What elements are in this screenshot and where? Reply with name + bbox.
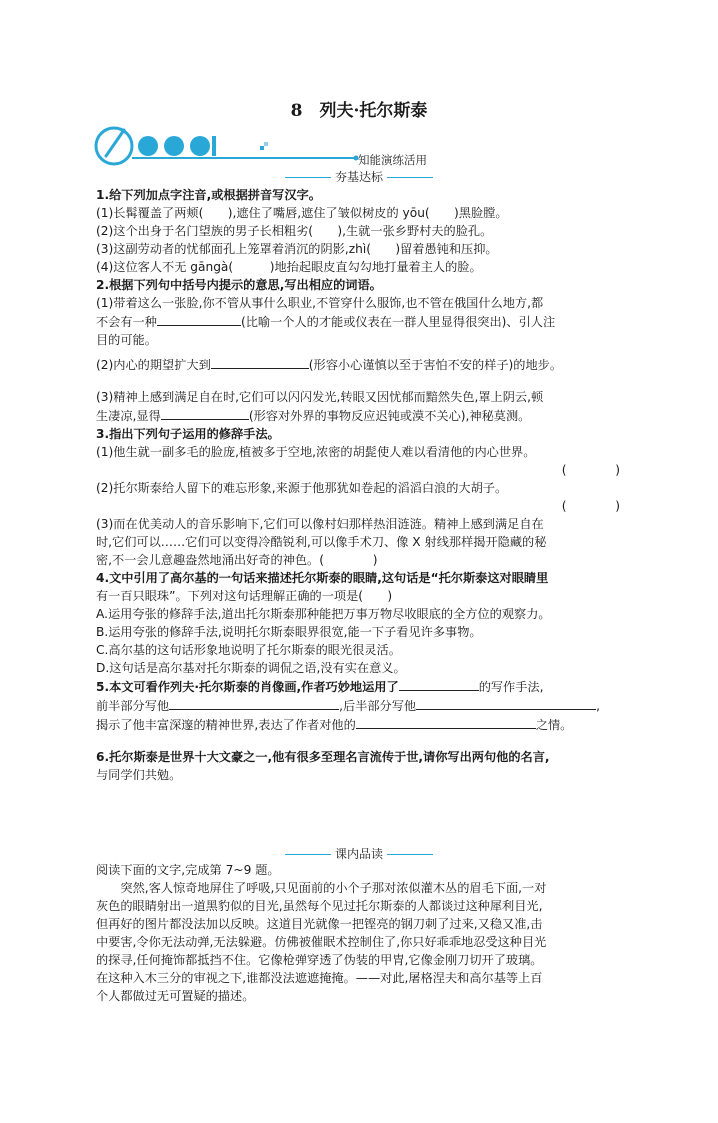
q1-item: (4)这位客人不无 gāngà( )地抬起眼皮直勾勾地打量着主人的脸。: [96, 260, 482, 274]
divider-bar: [212, 136, 216, 156]
answer-blank[interactable]: [157, 312, 241, 326]
reading-line: 突然,客人惊奇地屏住了呼吸,只见面前的小个子那对浓似灌木丛的眉毛下面,一对: [120, 881, 547, 895]
answer-blank[interactable]: [399, 677, 479, 691]
reading-line: 中要害,令你无法动弹,无法躲避。仿佛被催眠术控制住了,你只好乖乖地忍受这种目光: [96, 935, 547, 949]
q4-option[interactable]: B.运用夸张的修辞手法,说明托尔斯泰眼界很宽,能一下子看见许多事物。: [96, 625, 482, 639]
q5-line: 前半部分写他 ,后半部分写他 ,: [96, 696, 628, 715]
section-title-reading: 课内品读: [0, 845, 718, 862]
reading-line: 灰色的眼睛射出一道黑豹似的目光,虽然每个见过托尔斯泰的人都谈过这种犀利目光,: [96, 899, 543, 913]
reading-block: [96, 861, 628, 1005]
questions-block: 1.给下列加点字注音,或根据拼音写汉字。 (1)长髯覆盖了两颊( ),遮住了嘴唇,遮住了皱似树皮的 yōu( )黑脸膛。 (2)这个出身于名门望族的男子长相粗劣( ),生就一张乡野村夫的脸孔。 (3)这副劳动者的忧郁面孔上笼罩着消沉的阴影,zhì( )留着愚钝和压抑。 (4)这位客人不无 gāngà( )地抬起眼皮直勾勾地打量着主人的脸。 2.根据下列句中括号内提示的意思,写出相应的词语。 (1)带着这么一张脸,你不管从事什么职业,不管穿什么服饰,也不管在俄国什么地方,都 不会有一种 (比喻一个人的才能或仪表在一群人里显得很突出)、引人注 目的可能。 (2)内心的期望扩大到 (形容小心谨慎以至于害怕不安的样子)的地步。 (3)精神上感到满足自在时,它们可以闪闪发光,转眼又因忧郁而黯然失色,罩上阴云,顿 生凄凉,显得 (形容对外界的事物反应迟钝或漠不关心),神秘莫测。 3.指出下列句子运用的修辞手法。 (1)他生就一副多毛的脸庞,植被多于空地,浓密的胡髭使人难以看清他的内心世界。 ( ) (2)托尔斯泰给人留下的难忘形象,来源于他那犹如卷起的滔滔白浪的大胡子。 ( ) (3)而在优美动人的音乐影响下,它们可以像村妇那样热泪涟涟。精神上感到满足自在 时,它们可以……它们可以变得冷酷锐利,可以像手术刀、像 X 射线那样揭开隐藏的秘 密,不一会儿意趣盎然地涌出好奇的神色。( ) 4.文中引用了高尔基的一句话来描述托尔斯泰的眼睛,这句话是“托尔斯泰这对眼睛里 有一百只眼珠”。下列对这句话理解正确的一项是( ) A.运用夸张的修辞手法,道出托尔斯泰那种能把万事万物尽收眼底的全方位的观察力。 B.运用夸张的修辞手法,说明托尔斯泰眼界很宽,能一下子看见许多事物。 C.高尔基的这句话形象地说明了托尔斯泰的眼光很灵活。 D.这句话是高尔基对托尔斯泰的调侃之语,没有实在意义。 5.本文可看作列夫·托尔斯泰的肖像画,作者巧妙地运用了 的写作手法, 前半部分写他 ,后半部分写他 , 揭示了他丰富深邃的精神世界,表达了作者对他的 之情。 6.托尔斯泰是世界十大文豪之一,他有很多至理名言流传于世,请你写出两句他的名言, 与同学们共勉。: [96, 186, 628, 784]
reading-line: 但再好的图片都没法加以反映。这道目光就像一把铿亮的钢刀刺了过来,又稳又准,击: [96, 917, 543, 931]
q3-item2: (2)托尔斯泰给人留下的难忘形象,来源于他那犹如卷起的滔滔白浪的大胡子。: [96, 481, 508, 495]
q3-item3: (3)而在优美动人的音乐影响下,它们可以像村妇那样热泪涟涟。精神上感到满足自在: [96, 517, 544, 531]
dot-icon: [164, 136, 184, 156]
q2-item2: (2)内心的期望扩大到 (形容小心谨慎以至于害怕不安的样子)的地步。: [96, 355, 628, 374]
q3-answer-bracket[interactable]: ( ): [561, 463, 620, 477]
q1-item: (2)这个出身于名门望族的男子长相粗劣( ),生就一张乡野村夫的脸孔。: [96, 224, 493, 238]
answer-blank[interactable]: [416, 696, 596, 710]
q4-option[interactable]: D.这句话是高尔基对托尔斯泰的调侃之语,没有实在意义。: [96, 661, 406, 675]
q3-answer-bracket[interactable]: ( ): [561, 499, 620, 513]
banner-label: 知能演练活用: [358, 153, 427, 167]
q1-stem: 1.给下列加点字注音,或根据拼音写汉字。: [96, 188, 321, 202]
answer-blank[interactable]: [169, 696, 339, 710]
q1-item: (1)长髯覆盖了两颊( ),遮住了嘴唇,遮住了皱似树皮的 yōu( )黑脸膛。: [96, 206, 508, 220]
q1-item: (3)这副劳动者的忧郁面孔上笼罩着消沉的阴影,zhì( )留着愚钝和压抑。: [96, 242, 498, 256]
q6-line: 6.托尔斯泰是世界十大文豪之一,他有很多至理名言流传于世,请你写出两句他的名言,: [96, 750, 550, 764]
reading-line: 在这种入木三分的审视之下,谁都没法遮遮掩掩。——对此,屠格涅夫和高尔基等上百: [96, 971, 543, 985]
q3-stem: 3.指出下列句子运用的修辞手法。: [96, 427, 280, 441]
dot-icon: [190, 136, 210, 156]
q2-item1: (1)带着这么一张脸,你不管从事什么职业,不管穿什么服饰,也不管在俄国什么地方,都: [96, 296, 544, 310]
reading-line: 个人都做过无可置疑的描述。: [96, 989, 255, 1003]
reading-intro: 阅读下面的文字,完成第 7~9 题。: [96, 863, 280, 877]
q4-option[interactable]: A.运用夸张的修辞手法,道出托尔斯泰那种能把万事万物尽收眼底的全方位的观察力。: [96, 607, 551, 621]
answer-blank[interactable]: [356, 715, 536, 729]
q2-stem: 2.根据下列句中括号内提示的意思,写出相应的词语。: [96, 278, 382, 292]
q2-item3: (3)精神上感到满足自在时,它们可以闪闪发光,转眼又因忧郁而黯然失色,罩上阴云,顿: [96, 390, 544, 404]
q5-line: 5.本文可看作列夫·托尔斯泰的肖像画,作者巧妙地运用了 的写作手法,: [96, 677, 628, 696]
q5-line: 揭示了他丰富深邃的精神世界,表达了作者对他的 之情。: [96, 715, 628, 734]
dot-icon: [138, 136, 158, 156]
reading-line: 的探寻,任何掩饰都抵挡不住。它像枪弹穿透了伪装的甲胄,它像金刚刀切开了玻璃。: [96, 953, 543, 967]
section-title-basic: 夯基达标: [0, 168, 718, 185]
answer-blank[interactable]: [211, 355, 309, 369]
q3-item1: (1)他生就一副多毛的脸庞,植被多于空地,浓密的胡髭使人难以看清他的内心世界。: [96, 445, 536, 459]
q4-option[interactable]: C.高尔基的这句话形象地说明了托尔斯泰的眼光很灵活。: [96, 643, 401, 657]
lesson-title: 8 列夫·托尔斯泰: [290, 101, 428, 121]
q4-stem: 4.文中引用了高尔基的一句话来描述托尔斯泰的眼睛,这句话是“托尔斯泰这对眼睛里: [96, 571, 549, 585]
answer-blank[interactable]: [161, 406, 249, 420]
